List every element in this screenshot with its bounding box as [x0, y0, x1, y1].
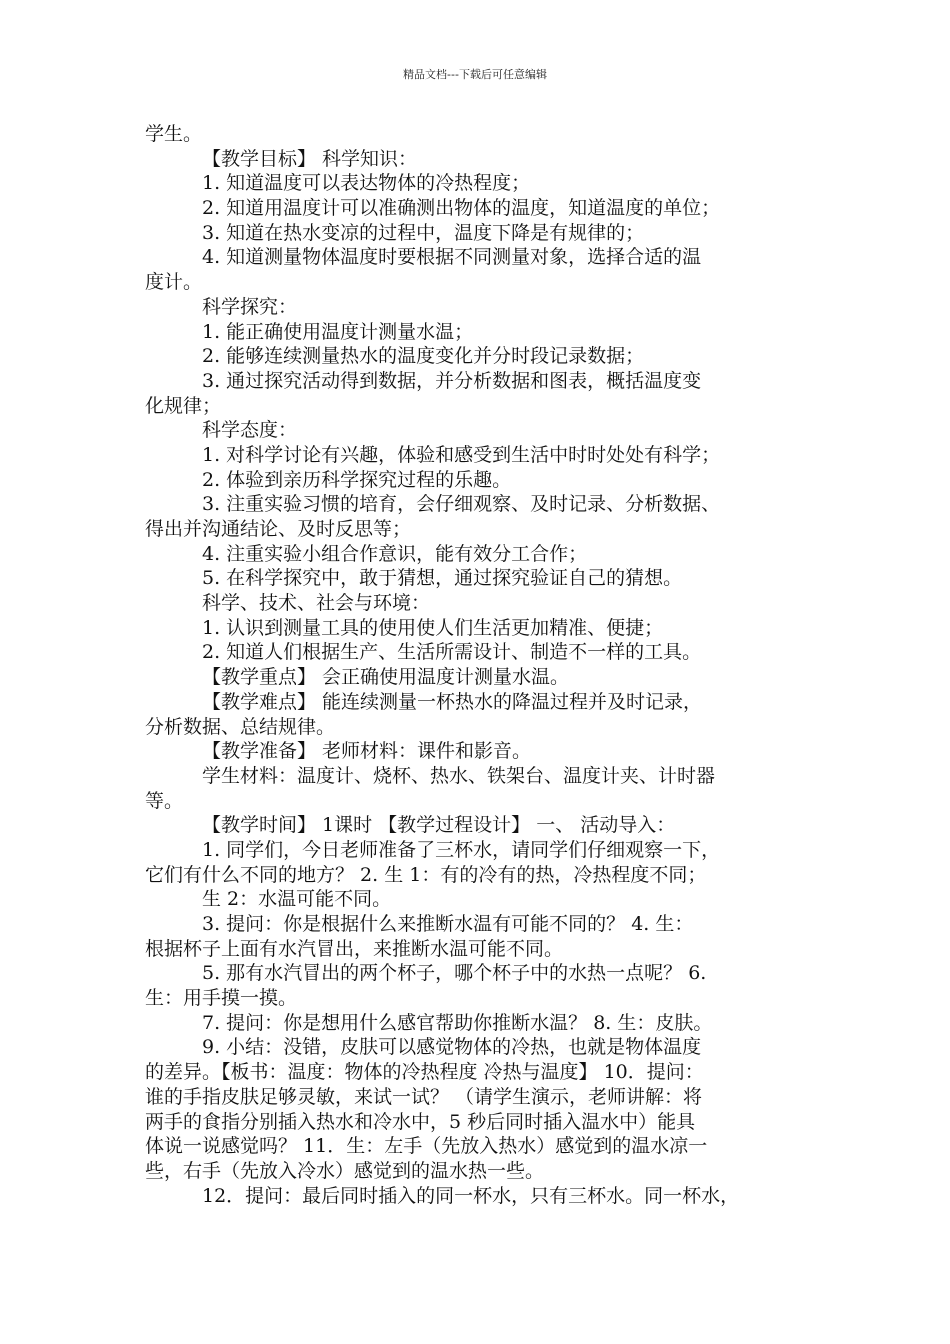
text-line: 3. 知道在热水变凉的过程中，温度下降是有规律的； — [202, 221, 645, 244]
text-line: 根据杯子上面有水汽冒出，来推断水温可能不同。 — [145, 937, 564, 960]
text-line: 两手的食指分别插入热水和冷水中，5 秒后同时插入温水中）能具 — [145, 1110, 696, 1133]
text-line: 等。 — [145, 789, 184, 812]
text-line: 科学、技术、社会与环境： — [202, 592, 431, 615]
text-line: 1. 同学们，今日老师准备了三杯水，请同学们仔细观察一下， — [202, 838, 721, 861]
text-line: 12．提问：最后同时插入的同一杯水，只有三杯水。同一杯水， — [202, 1184, 740, 1207]
text-line: 科学探究： — [202, 295, 298, 318]
text-line: 分析数据、总结规律。 — [145, 715, 336, 738]
text-line: 4. 注重实验小组合作意识，能有效分工合作； — [202, 542, 588, 565]
text-line: 【教学难点】 能连续测量一杯热水的降温过程并及时记录， — [202, 690, 703, 713]
text-line: 4. 知道测量物体温度时要根据不同测量对象，选择合适的温 — [202, 246, 702, 269]
text-line: 5. 在科学探究中，敢于猜想，通过探究验证自己的猜想。 — [202, 567, 683, 590]
text-line: 【教学目标】 科学知识： — [202, 147, 418, 170]
page-header: 精品文档---下载后可任意编辑 — [403, 68, 547, 81]
text-line: 【教学时间】 1课时 【教学过程设计】 一、 活动导入： — [202, 814, 676, 837]
text-line: 学生。 — [145, 123, 203, 145]
text-line: 生 2：水温可能不同。 — [202, 888, 392, 911]
text-line: 【教学重点】 会正确使用温度计测量水温。 — [202, 666, 570, 689]
text-line: 2. 知道人们根据生产、生活所需设计、制造不一样的工具。 — [202, 641, 702, 664]
text-line: 1. 认识到测量工具的使用使人们生活更加精准、便捷； — [202, 616, 664, 639]
text-line: 谁的手指皮肤足够灵敏，来试一试？ （请学生演示，老师讲解：将 — [145, 1085, 703, 1108]
text-line: 得出并沟通结论、及时反思等； — [145, 518, 412, 540]
text-line: 它们有什么不同的地方？ 2. 生 1：有的冷有的热，冷热程度不同； — [145, 863, 707, 886]
text-line: 2. 知道用温度计可以准确测出物体的温度，知道温度的单位； — [202, 197, 721, 220]
text-line: 7. 提问：你是想用什么感官帮助你推断水温？ 8. 生：皮肤。 — [202, 1011, 713, 1034]
text-line: 9. 小结：没错，皮肤可以感觉物体的冷热，也就是物体温度 — [202, 1036, 702, 1059]
text-line: 1. 能正确使用温度计测量水温； — [202, 320, 474, 343]
text-line: 体说一说感觉吗？ 11．生：左手（先放入热水）感觉到的温水凉一 — [145, 1135, 708, 1158]
text-line: 学生材料：温度计、烧杯、热水、铁架台、温度计夹、计时器 — [202, 764, 716, 787]
text-line: 3. 提问：你是根据什么来推断水温有可能不同的？ 4. 生： — [202, 913, 694, 935]
text-line: 度计。 — [145, 271, 203, 294]
text-line: 1. 对科学讨论有兴趣，体验和感受到生活中时时处处有科学； — [202, 443, 721, 466]
text-line: 的差异。【板书：温度：物体的冷热程度 冷热与温度】 10．提问： — [145, 1061, 704, 1084]
text-line: 1. 知道温度可以表达物体的冷热程度； — [202, 172, 531, 195]
text-line: 2. 体验到亲历科学探究过程的乐趣。 — [202, 468, 512, 491]
text-line: 科学态度： — [202, 419, 298, 442]
text-line: 化规律； — [145, 394, 222, 417]
text-line: 5. 那有水汽冒出的两个杯子，哪个杯子中的水热一点呢？ 6. — [202, 962, 707, 985]
text-line: 3. 注重实验习惯的培育，会仔细观察、及时记录、分析数据、 — [202, 493, 721, 516]
text-line: 2. 能够连续测量热水的温度变化并分时段记录数据； — [202, 345, 645, 368]
text-line: 生：用手摸一摸。 — [145, 987, 298, 1010]
text-line: 些，右手（先放入冷水）感觉到的温水热一些。 — [145, 1159, 545, 1182]
text-line: 【教学准备】 老师材料：课件和影音。 — [202, 740, 532, 763]
text-line: 3. 通过探究活动得到数据，并分析数据和图表，概括温度变 — [202, 369, 702, 392]
document-body — [145, 122, 810, 1208]
